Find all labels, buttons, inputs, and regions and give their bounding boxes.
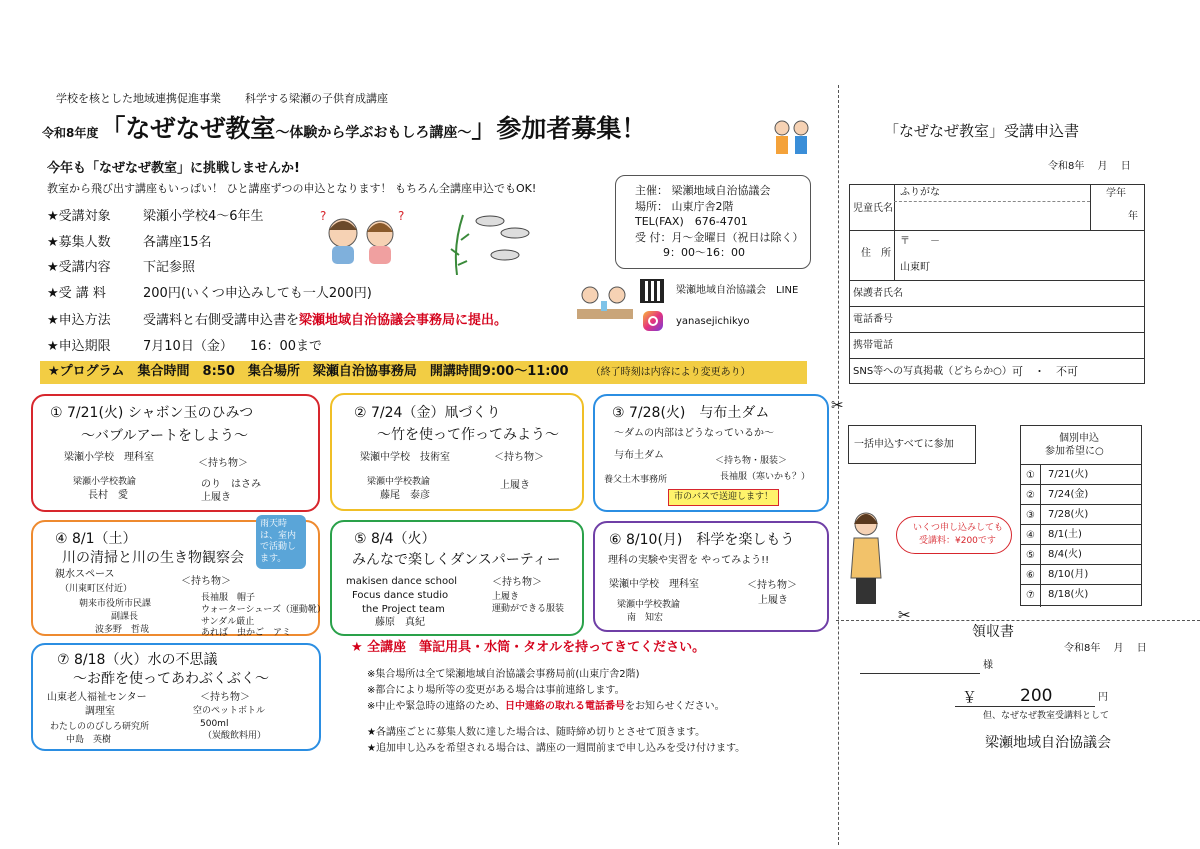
- course-4-items-b: ウォーターシューズ（運動靴）: [201, 605, 326, 615]
- receipt-date[interactable]: 令和8年 月 日: [1064, 643, 1147, 654]
- course-3-bus-note: 市のバスで送迎します！: [668, 489, 779, 506]
- receipt-name-line[interactable]: [860, 673, 980, 674]
- note-4: ★各講座ごとに募集人数に達した場合は、随時締め切りとさせて頂きます。: [367, 727, 706, 738]
- cut-line-horizontal: [836, 620, 1200, 621]
- course-2-place: 梁瀬中学校 技術室: [360, 452, 450, 463]
- course-7-items-b: 500ml: [200, 719, 229, 729]
- course-6-teacher-name: 南 知宏: [627, 613, 664, 623]
- course-3-place: 与布土ダム: [614, 450, 664, 461]
- course-7-place: 山東老人福祉センター: [47, 692, 147, 703]
- individual-row[interactable]: ④ 8/1(土): [1021, 524, 1141, 547]
- course-2-teacher-role: 梁瀬中学校教諭: [367, 477, 431, 487]
- qr-code-icon[interactable]: [640, 279, 664, 303]
- course-1-items-b: 上履き: [201, 492, 231, 503]
- course-1-subtitle: ～バブルアートをしよう～: [81, 428, 249, 444]
- course-5-subtitle: みんなで楽しくダンスパーティー: [352, 552, 561, 568]
- phone-row[interactable]: 電話番号: [850, 307, 1144, 333]
- course-7-bring-label: ＜持ち物＞: [200, 692, 250, 703]
- course-1-place: 梁瀬小学校 理科室: [64, 452, 154, 463]
- individual-row[interactable]: ⑤ 8/4(火): [1021, 544, 1141, 567]
- course-2-subtitle: ～竹を使って作ってみよう～: [377, 427, 559, 443]
- course-2-bring-label: ＜持ち物＞: [494, 452, 544, 463]
- course-4-place-note: （川東町区付近）: [60, 584, 133, 594]
- staff-woman-illustration: [848, 508, 884, 608]
- sns-row: SNS等への写真掲載（どちらか○） 可 ・ 不可: [853, 365, 1078, 378]
- program-bar: ★プログラム 集合時間 8:50 集合場所 梁瀬自治協事務局 開講時間9:00～11:00 （終了時刻は内容により変更あり）: [40, 361, 807, 384]
- course-5-org-c: the Project team: [362, 604, 445, 615]
- course-2-card: [330, 393, 584, 511]
- scissors-icon-receipt: ✂: [898, 606, 911, 624]
- req-deadline: ★申込期限 7月10日（金） 16：00まで: [47, 339, 323, 354]
- mobile-row[interactable]: 携帯電話: [850, 333, 1144, 359]
- course-5-card: [330, 520, 584, 636]
- req-method: ★申込方法 受講料と右側受講申込書を梁瀬地域自治協議会事務局に提出。: [47, 313, 508, 328]
- rain-note-bubble: 雨天時は、室内で活動します。: [256, 515, 306, 569]
- course-5-items-a: 上履き: [492, 592, 520, 602]
- req-fee: ★受 講 料 200円(いくつ申込みしても一人200円): [47, 286, 372, 301]
- individual-row[interactable]: ⑥ 8/10(月): [1021, 564, 1141, 587]
- receipt-issuer: 梁瀬地域自治協議会: [985, 735, 1111, 751]
- receipt-amount-line: [955, 706, 1095, 707]
- svg-text:?: ?: [398, 209, 405, 223]
- course-1-items: のり はさみ: [201, 479, 261, 490]
- students-experiment-illustration: [575, 285, 635, 325]
- individual-apply-table: 個別申込 参加希望に○ ① 7/21(火) ② 7/24(金) ③ 7/28(火) ④ 8/1(土) ⑤ 8/4(火) ⑥ 8/10(月) ⑦ 8/18(火): [1020, 425, 1142, 606]
- course-6-items: 上履き: [758, 595, 788, 606]
- catchphrase: 今年も「なぜなぜ教室」に挑戦しませんか!: [47, 161, 300, 176]
- line-label: 梁瀬地域自治協議会 LINE: [676, 285, 799, 296]
- course-1-bring-label: ＜持ち物＞: [198, 458, 248, 469]
- course-5-org-b: Focus dance studio: [352, 590, 449, 601]
- course-4-title: ④ 8/1（土）: [55, 531, 137, 547]
- course-3-bring-label: ＜持ち物・服装＞: [715, 456, 788, 466]
- instagram-handle[interactable]: yanasejichikyo: [676, 316, 750, 327]
- bulk-apply-box[interactable]: 一括申込すべてに参加: [848, 425, 976, 464]
- course-4-staff-name: 波多野 哲哉: [95, 625, 150, 635]
- course-3-subtitle: ～ダムの内部はどうなっているか～: [614, 428, 774, 439]
- course-2-teacher-name: 藤尾 泰彦: [380, 490, 430, 501]
- course-4-items-a: 長袖服 帽子: [201, 593, 256, 603]
- individual-row[interactable]: ③ 7/28(火): [1021, 504, 1141, 527]
- course-4-bring-label: ＜持ち物＞: [181, 576, 231, 587]
- req-target: ★受講対象 梁瀬小学校4～6年生: [47, 209, 264, 224]
- svg-text:?: ?: [320, 209, 327, 223]
- course-3-card: [593, 394, 829, 512]
- address-input[interactable]: [940, 259, 1140, 277]
- kids-thinking-illustration: [318, 208, 408, 264]
- course-6-card: [593, 521, 829, 632]
- course-4-staff: 朝来市役所市民課: [79, 599, 152, 609]
- instagram-icon[interactable]: [643, 311, 663, 331]
- course-6-title: ⑥ 8/10(月) 科学を楽しもう: [609, 532, 795, 548]
- intro-text: 教室から飛び出す講座もいっぱい！ ひと講座ずつの申込となります！ もちろん全講座申込でもOK!: [47, 182, 537, 195]
- course-5-org-d: 藤原 真紀: [375, 617, 425, 628]
- course-5-org-a: makisen dance school: [346, 576, 458, 587]
- req-content: ★受講内容 下記参照: [47, 260, 196, 275]
- course-3-title: ③ 7/28(火) 与布土ダム: [612, 405, 770, 421]
- course-7-room: 調理室: [85, 706, 115, 717]
- children-icon: [770, 118, 814, 166]
- application-form: [849, 184, 1145, 384]
- page-title: 令和8年度 「なぜなぜ教室 ～体験から学ぶおもしろ講座～ 」参加者募集！: [42, 114, 647, 143]
- all-courses-note: ★ 全講座 筆記用具・水筒・タオルを持ってきてください。: [351, 640, 706, 655]
- receipt-amount: 200: [1020, 686, 1053, 706]
- note-5: ★追加申し込みを希望される場合は、講座の一週間前まで申し込みを受け付けます。: [367, 743, 746, 754]
- individual-row[interactable]: ① 7/21(火): [1021, 464, 1141, 487]
- form-date[interactable]: 令和8年 月 日: [1048, 161, 1131, 172]
- fee-note-bubble: いくつ申し込みしても 受講料：¥200です: [896, 516, 1012, 554]
- individual-row[interactable]: ⑦ 8/18(火): [1021, 584, 1141, 607]
- course-1-teacher-role: 梁瀬小学校教諭: [73, 477, 137, 487]
- course-1-card: [31, 394, 320, 512]
- child-name-input[interactable]: [896, 203, 1088, 229]
- course-7-title: ⑦ 8/18（火）水の不思議: [57, 652, 218, 668]
- course-7-subtitle: ～お酢を使ってあわぶくぶく～: [73, 671, 269, 687]
- course-6-place: 梁瀬中学校 理科室: [609, 579, 699, 590]
- course-4-subtitle: 川の清掃と川の生き物観察会: [62, 550, 244, 566]
- receipt-title: 領収書: [972, 624, 1014, 640]
- note-2: ※都合により場所等の変更がある場合は事前連絡します。: [367, 685, 625, 696]
- sns-choice[interactable]: 可 ・ 不可: [1012, 365, 1078, 378]
- receipt-yen-mark: ￥: [962, 688, 978, 706]
- course-6-teacher-role: 梁瀬中学校教諭: [617, 600, 681, 610]
- course-4-items-d: あれば 虫かご アミ: [201, 628, 292, 638]
- organizer-info: 主催： 梁瀬地域自治協議会 場所： 山東庁舎2階 TEL(FAX) 676-4701 受 付：月～金曜日（祝日は除く） 9：00～16：00: [615, 175, 811, 269]
- course-2-title: ② 7/24（金）凧づくり: [354, 405, 501, 421]
- req-capacity: ★募集人数 各講座15名: [47, 235, 212, 250]
- individual-row[interactable]: ② 7/24(金): [1021, 484, 1141, 507]
- course-6-bring-label: ＜持ち物＞: [747, 580, 797, 591]
- child-name-row: 児童氏名 ふりがな 学年 年: [850, 185, 1144, 231]
- course-1-teacher-name: 長村 愛: [88, 490, 128, 501]
- scissors-icon: ✂: [831, 396, 844, 414]
- guardian-row[interactable]: 保護者氏名: [850, 281, 1144, 307]
- course-4-items-c: サンダル厳止: [201, 617, 255, 627]
- note-3: ※中止や緊急時の連絡のため、日中連絡の取れる電話番号をお知らせください。: [367, 701, 725, 712]
- course-7-card: [31, 643, 321, 751]
- cut-line-vertical: [838, 85, 839, 845]
- receipt-sama: 様: [983, 660, 993, 671]
- project-label: 学校を核とした地域連携促進事業 科学する梁瀬の子供育成講座: [56, 92, 388, 105]
- receipt-purpose: 但、なぜなぜ教室受講料として: [983, 711, 1110, 721]
- course-3-items: 長袖服（寒いかも？）: [720, 472, 811, 482]
- address-row: 住 所 〒 － 山東町: [850, 231, 1144, 281]
- course-1-title: ① 7/21(火) シャボン玉のひみつ: [50, 405, 254, 421]
- course-3-office: 養父土木事務所: [604, 475, 668, 485]
- note-1: ※集合場所は全て梁瀬地域自治協議会事務局前(山東庁舎2階): [367, 669, 640, 680]
- form-title: 「なぜなぜ教室」受講申込書: [884, 122, 1080, 140]
- course-4-staff-title: 副課長: [111, 612, 139, 622]
- course-4-place: 親水スペース: [55, 569, 115, 580]
- course-5-title: ⑤ 8/4（火）: [354, 531, 436, 547]
- course-7-lecturer: 中島 英樹: [66, 735, 112, 745]
- course-7-items-a: 空のペットボトル: [193, 706, 266, 716]
- course-5-items-b: 運動ができる服装: [492, 604, 565, 614]
- course-7-items-c: （炭酸飲料用）: [203, 731, 267, 741]
- course-5-bring-label: ＜持ち物＞: [492, 577, 542, 588]
- course-6-subtitle: 理科の実験や実習を やってみよう!!: [608, 555, 770, 566]
- course-7-lab: わたしののびしろ研究所: [50, 722, 150, 732]
- course-2-items: 上履き: [500, 480, 530, 491]
- receipt-yen: 円: [1098, 692, 1108, 703]
- fish-plant-illustration: [445, 205, 545, 275]
